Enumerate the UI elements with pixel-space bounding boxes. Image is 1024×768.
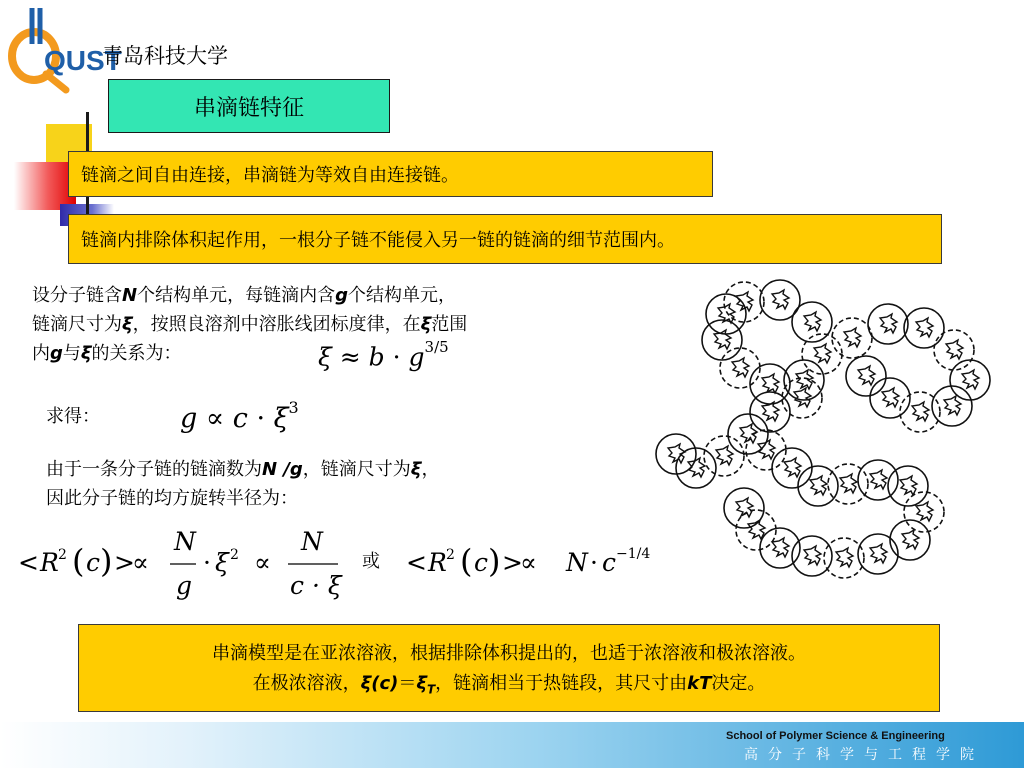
conclusion-box: 串滴模型是在亚浓溶液，根据排除体积提出的，也适于浓溶液和极浓溶液。 在极浓溶液，$\xi(c)=\xi_T$，链滴相当于热链段，其尺寸由kT决定。 <box>78 624 940 712</box>
blob-circle <box>746 430 786 470</box>
statement-box-1: 链滴之间自由连接，串滴链为等效自由连接链。 <box>68 151 713 197</box>
svg-text:·: · <box>590 548 598 577</box>
blob-subchain <box>814 344 831 363</box>
blob-subchain <box>784 458 801 477</box>
decor-red-gradient <box>14 162 76 210</box>
paragraph-definitions: 设分子链含N个结构单元，每链滴内含g个结构单元， 链滴尺寸为ξ，按照良溶剂中溶胀线团标度律，在ξ范围 内g与ξ的关系为： <box>32 285 468 364</box>
blob-subchain <box>858 366 875 385</box>
university-logo <box>6 4 122 94</box>
svg-text:R: R <box>40 548 59 577</box>
blob-subchain <box>900 476 917 495</box>
blob-circle <box>846 356 886 396</box>
svg-text:ξ: ξ <box>215 548 229 577</box>
blob-subchain <box>882 388 899 407</box>
blob-subchain <box>668 444 685 463</box>
svg-text:<: < <box>406 548 427 577</box>
svg-text:N: N <box>301 527 323 556</box>
blob-subchain <box>916 502 933 521</box>
paragraph-radius-intro: 由于一条分子链的链滴数为N /g，链滴尺寸为ξ， 因此分子链的均方旋转半径为： <box>46 459 440 509</box>
blob-subchain <box>946 340 963 359</box>
blob-circle <box>950 360 990 400</box>
blob-subchain <box>916 318 933 337</box>
blob-circle <box>720 348 760 388</box>
blob-circle <box>702 320 742 360</box>
blob-subchain <box>804 312 821 331</box>
svg-text:g: g <box>176 571 193 600</box>
svg-text:): ) <box>100 542 113 580</box>
blob-subchain <box>794 388 811 407</box>
formula-xi-scaling: $\xi \approx b \cdot g^{3/5}$ <box>318 338 449 372</box>
blob-subchain <box>810 476 827 495</box>
footer-school-chinese: 高分子科学与工程学院 <box>744 747 984 763</box>
blob-subchain <box>840 474 857 493</box>
svg-text:∝: ∝ <box>520 548 537 577</box>
blob-subchain <box>870 470 887 489</box>
svg-text:>: > <box>502 548 523 577</box>
svg-text:<: < <box>18 548 39 577</box>
university-name: 青岛科技大学 <box>102 44 228 68</box>
formula-radius-of-gyration <box>16 526 356 612</box>
blob-subchain <box>880 314 897 333</box>
svg-text:c: c <box>86 548 101 577</box>
svg-text:2: 2 <box>446 547 455 563</box>
svg-text:(: ( <box>72 542 85 580</box>
svg-text:2: 2 <box>230 547 239 563</box>
blob-subchain <box>772 538 789 557</box>
blob-circle <box>750 392 790 432</box>
svg-text:): ) <box>488 542 501 580</box>
svg-text:c: c <box>602 548 617 577</box>
blob-circle <box>706 294 746 334</box>
blob-subchain <box>758 440 775 459</box>
blob-circle <box>870 378 910 418</box>
svg-text:>: > <box>114 548 135 577</box>
blob-subchain <box>714 330 731 349</box>
blob-subchain <box>732 358 749 377</box>
blob-subchain <box>762 374 779 393</box>
blob-subchain <box>836 548 853 567</box>
blob-circle <box>904 308 944 348</box>
blob-circle <box>858 460 898 500</box>
paragraph-result-label: 求得： <box>46 406 100 427</box>
blob-subchain <box>716 446 733 465</box>
blob-subchain <box>912 402 929 421</box>
blob-subchain <box>870 544 887 563</box>
blob-subchain <box>962 370 979 389</box>
blob-circle <box>890 520 930 560</box>
blob-circle <box>724 488 764 528</box>
svg-text:c: c <box>474 548 489 577</box>
svg-text:R: R <box>428 548 447 577</box>
svg-text:·: · <box>203 548 211 577</box>
blob-subchain <box>736 498 753 517</box>
blob-subchain <box>762 402 779 421</box>
logo-text: QUST <box>44 45 122 76</box>
formula-radius-concentration <box>404 540 684 596</box>
footer-school-english: School of Polymer Science & Engineering <box>726 730 945 742</box>
svg-text:2: 2 <box>58 547 67 563</box>
svg-text:−1/4: −1/4 <box>616 546 651 562</box>
statement-box-2: 链滴内排除体积起作用，一根分子链不能侵入另一链的链滴的细节范围内。 <box>68 214 942 264</box>
slide-title: 串滴链特征 <box>108 79 390 133</box>
blob-circle <box>724 282 764 322</box>
formula-g-scaling: $g \propto c \cdot \xi^3$ <box>180 398 299 434</box>
blob-circle <box>704 436 744 476</box>
blob-chain-diagram <box>652 272 996 592</box>
blob-subchain <box>944 396 961 415</box>
svg-text:∝: ∝ <box>254 548 271 577</box>
blob-subchain <box>844 328 861 347</box>
blob-circle <box>832 318 872 358</box>
blob-subchain <box>796 370 813 389</box>
blob-subchain <box>902 530 919 549</box>
svg-text:c · ξ: c · ξ <box>290 571 342 600</box>
blob-circle <box>772 448 812 488</box>
svg-text:N: N <box>566 548 588 577</box>
blob-circle <box>868 304 908 344</box>
blob-subchain <box>804 546 821 565</box>
svg-text:N: N <box>174 527 196 556</box>
svg-text:∝: ∝ <box>132 548 149 577</box>
blob-subchain <box>772 290 789 309</box>
or-connector: 或 <box>362 551 380 572</box>
blob-circle <box>934 330 974 370</box>
svg-text:(: ( <box>460 542 473 580</box>
